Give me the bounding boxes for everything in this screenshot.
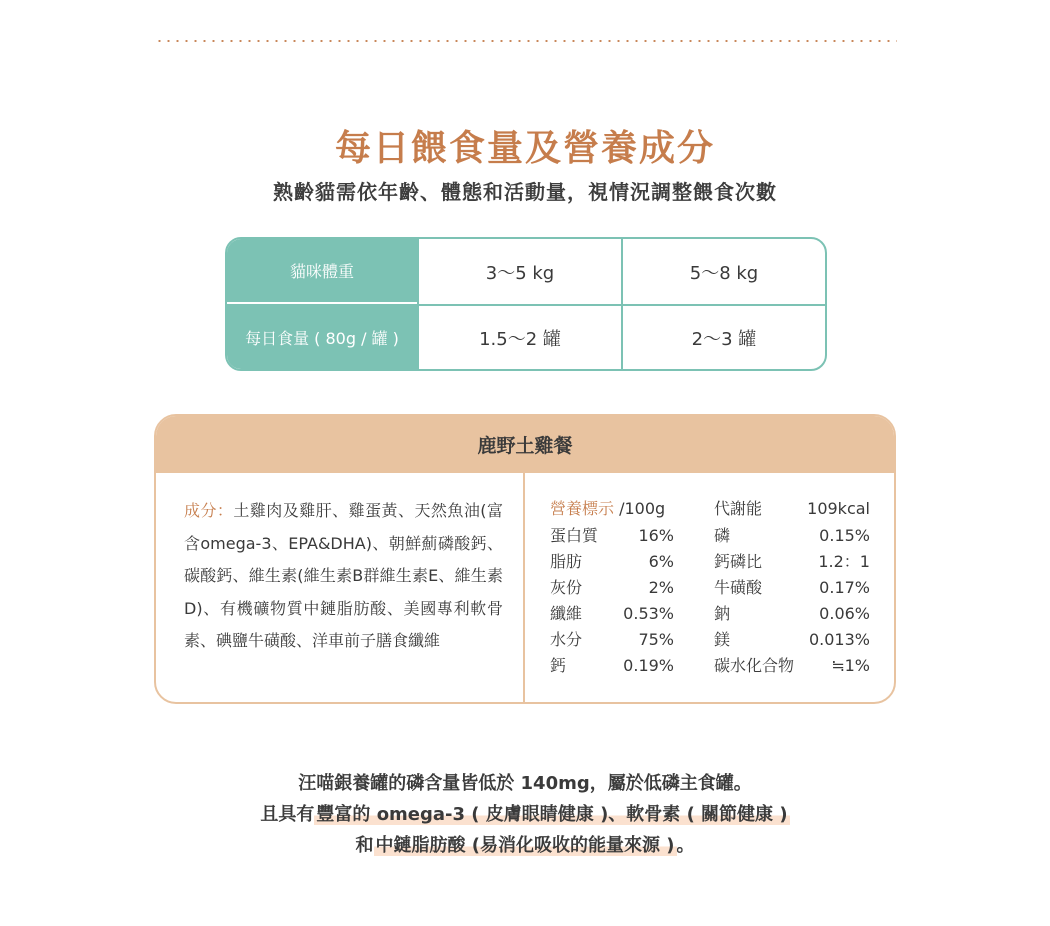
nutrient-name: 鈣 — [550, 656, 567, 675]
nutrient-name: 鈣磷比 — [714, 552, 763, 571]
highlight-text: 中鏈脂肪酸 (易消化吸收的能量來源 ) — [375, 835, 675, 856]
nutrient-name: 磷 — [714, 526, 731, 545]
nutrient-value: 1.2：1 — [818, 552, 870, 571]
product-body — [156, 473, 894, 702]
nutrition-row — [714, 495, 870, 523]
ingredients-label: 成分： — [184, 501, 234, 520]
page-subtitle: 熟齡貓需依年齡、體態和活動量，視情況調整餵食次數 — [273, 180, 777, 204]
nutrition-row — [550, 627, 674, 653]
ingredients-text — [156, 473, 525, 702]
dotted-divider — [155, 40, 897, 42]
nutrition-row — [714, 653, 870, 679]
amount-row — [227, 304, 825, 369]
nutrient-value: ≒1% — [831, 656, 870, 675]
nutrient-value: 0.06% — [819, 604, 870, 623]
nutrient-value: 0.17% — [819, 578, 870, 597]
nutrient-name: 水分 — [550, 630, 583, 649]
page-title: 每日餵食量及營養成分 — [334, 128, 715, 169]
nutrient-value: 0.013% — [808, 630, 870, 649]
product-panel — [154, 414, 896, 704]
nutrient-name: 碳水化合物 — [714, 656, 795, 675]
nutrition-row — [714, 627, 870, 653]
nutrition-column-right — [714, 495, 870, 702]
nutrition-unit: /100g — [619, 499, 666, 518]
nutrition-row — [714, 575, 870, 601]
nutrition-header — [550, 495, 674, 523]
nutrition-column-left — [550, 495, 674, 702]
nutrient-name: 鎂 — [714, 630, 731, 649]
highlight-text: 豐富的 omega-3 ( 皮膚眼睛健康 )、軟骨素 ( 關節健康 ) — [316, 804, 788, 825]
nutrition-row — [550, 523, 674, 549]
weight-cell: 5～8 kg — [621, 239, 825, 304]
weight-row — [227, 239, 825, 304]
footer-text — [0, 768, 1050, 861]
nutrient-name: 灰份 — [550, 578, 583, 597]
nutrition-row — [714, 601, 870, 627]
amount-cell: 2～3 罐 — [621, 306, 825, 369]
nutrition-row — [550, 653, 674, 679]
nutrient-value: 16% — [638, 526, 674, 545]
footer-line-3: 和 中鏈脂肪酸 (易消化吸收的能量來源 ) 。 — [355, 835, 695, 856]
nutrition-row — [550, 601, 674, 627]
nutrient-name: 纖維 — [550, 604, 583, 623]
nutrient-value: 109kcal — [807, 499, 870, 518]
nutrient-name: 脂肪 — [550, 552, 583, 571]
nutrition-facts — [525, 473, 894, 702]
nutrient-name: 鈉 — [714, 604, 731, 623]
nutrient-value: 75% — [638, 630, 674, 649]
nutrient-value: 0.15% — [819, 526, 870, 545]
nutrition-row — [714, 549, 870, 575]
amount-label: 每日食量 ( 80g / 罐 ) — [227, 306, 417, 369]
weight-cell: 3～5 kg — [417, 239, 621, 304]
nutrition-row — [550, 549, 674, 575]
nutrient-name: 蛋白質 — [550, 526, 599, 545]
weight-label: 貓咪體重 — [227, 239, 417, 304]
nutrient-name: 代謝能 — [714, 499, 763, 518]
nutrition-row — [550, 575, 674, 601]
nutrient-value: 6% — [648, 552, 674, 571]
nutrient-value: 0.19% — [623, 656, 674, 675]
nutrition-row — [714, 523, 870, 549]
nutrient-value: 2% — [648, 578, 674, 597]
nutrient-value: 0.53% — [623, 604, 674, 623]
nutrition-label: 營養標示 — [550, 499, 615, 518]
feeding-table — [225, 237, 827, 371]
amount-cell: 1.5～2 罐 — [417, 306, 621, 369]
nutrient-name: 牛磺酸 — [714, 578, 763, 597]
product-name: 鹿野土雞餐 — [156, 416, 894, 473]
footer-line-2: 且具有 豐富的 omega-3 ( 皮膚眼睛健康 )、軟骨素 ( 關節健康 ) — [260, 804, 788, 825]
footer-line-1: 汪喵銀養罐的磷含量皆低於 140mg，屬於低磷主食罐。 — [298, 773, 752, 794]
ingredients-content: 土雞肉及雞肝、雞蛋黃、天然魚油(富含omega-3、EPA&DHA)、朝鮮薊磷酸鈣、碳酸鈣、維生素(維生素B群維生素E、維生素D)、有機礦物質中鏈脂肪酸、美國專利軟骨素、碘鹽牛磺酸、洋車前子膳食纖維 — [184, 501, 503, 650]
